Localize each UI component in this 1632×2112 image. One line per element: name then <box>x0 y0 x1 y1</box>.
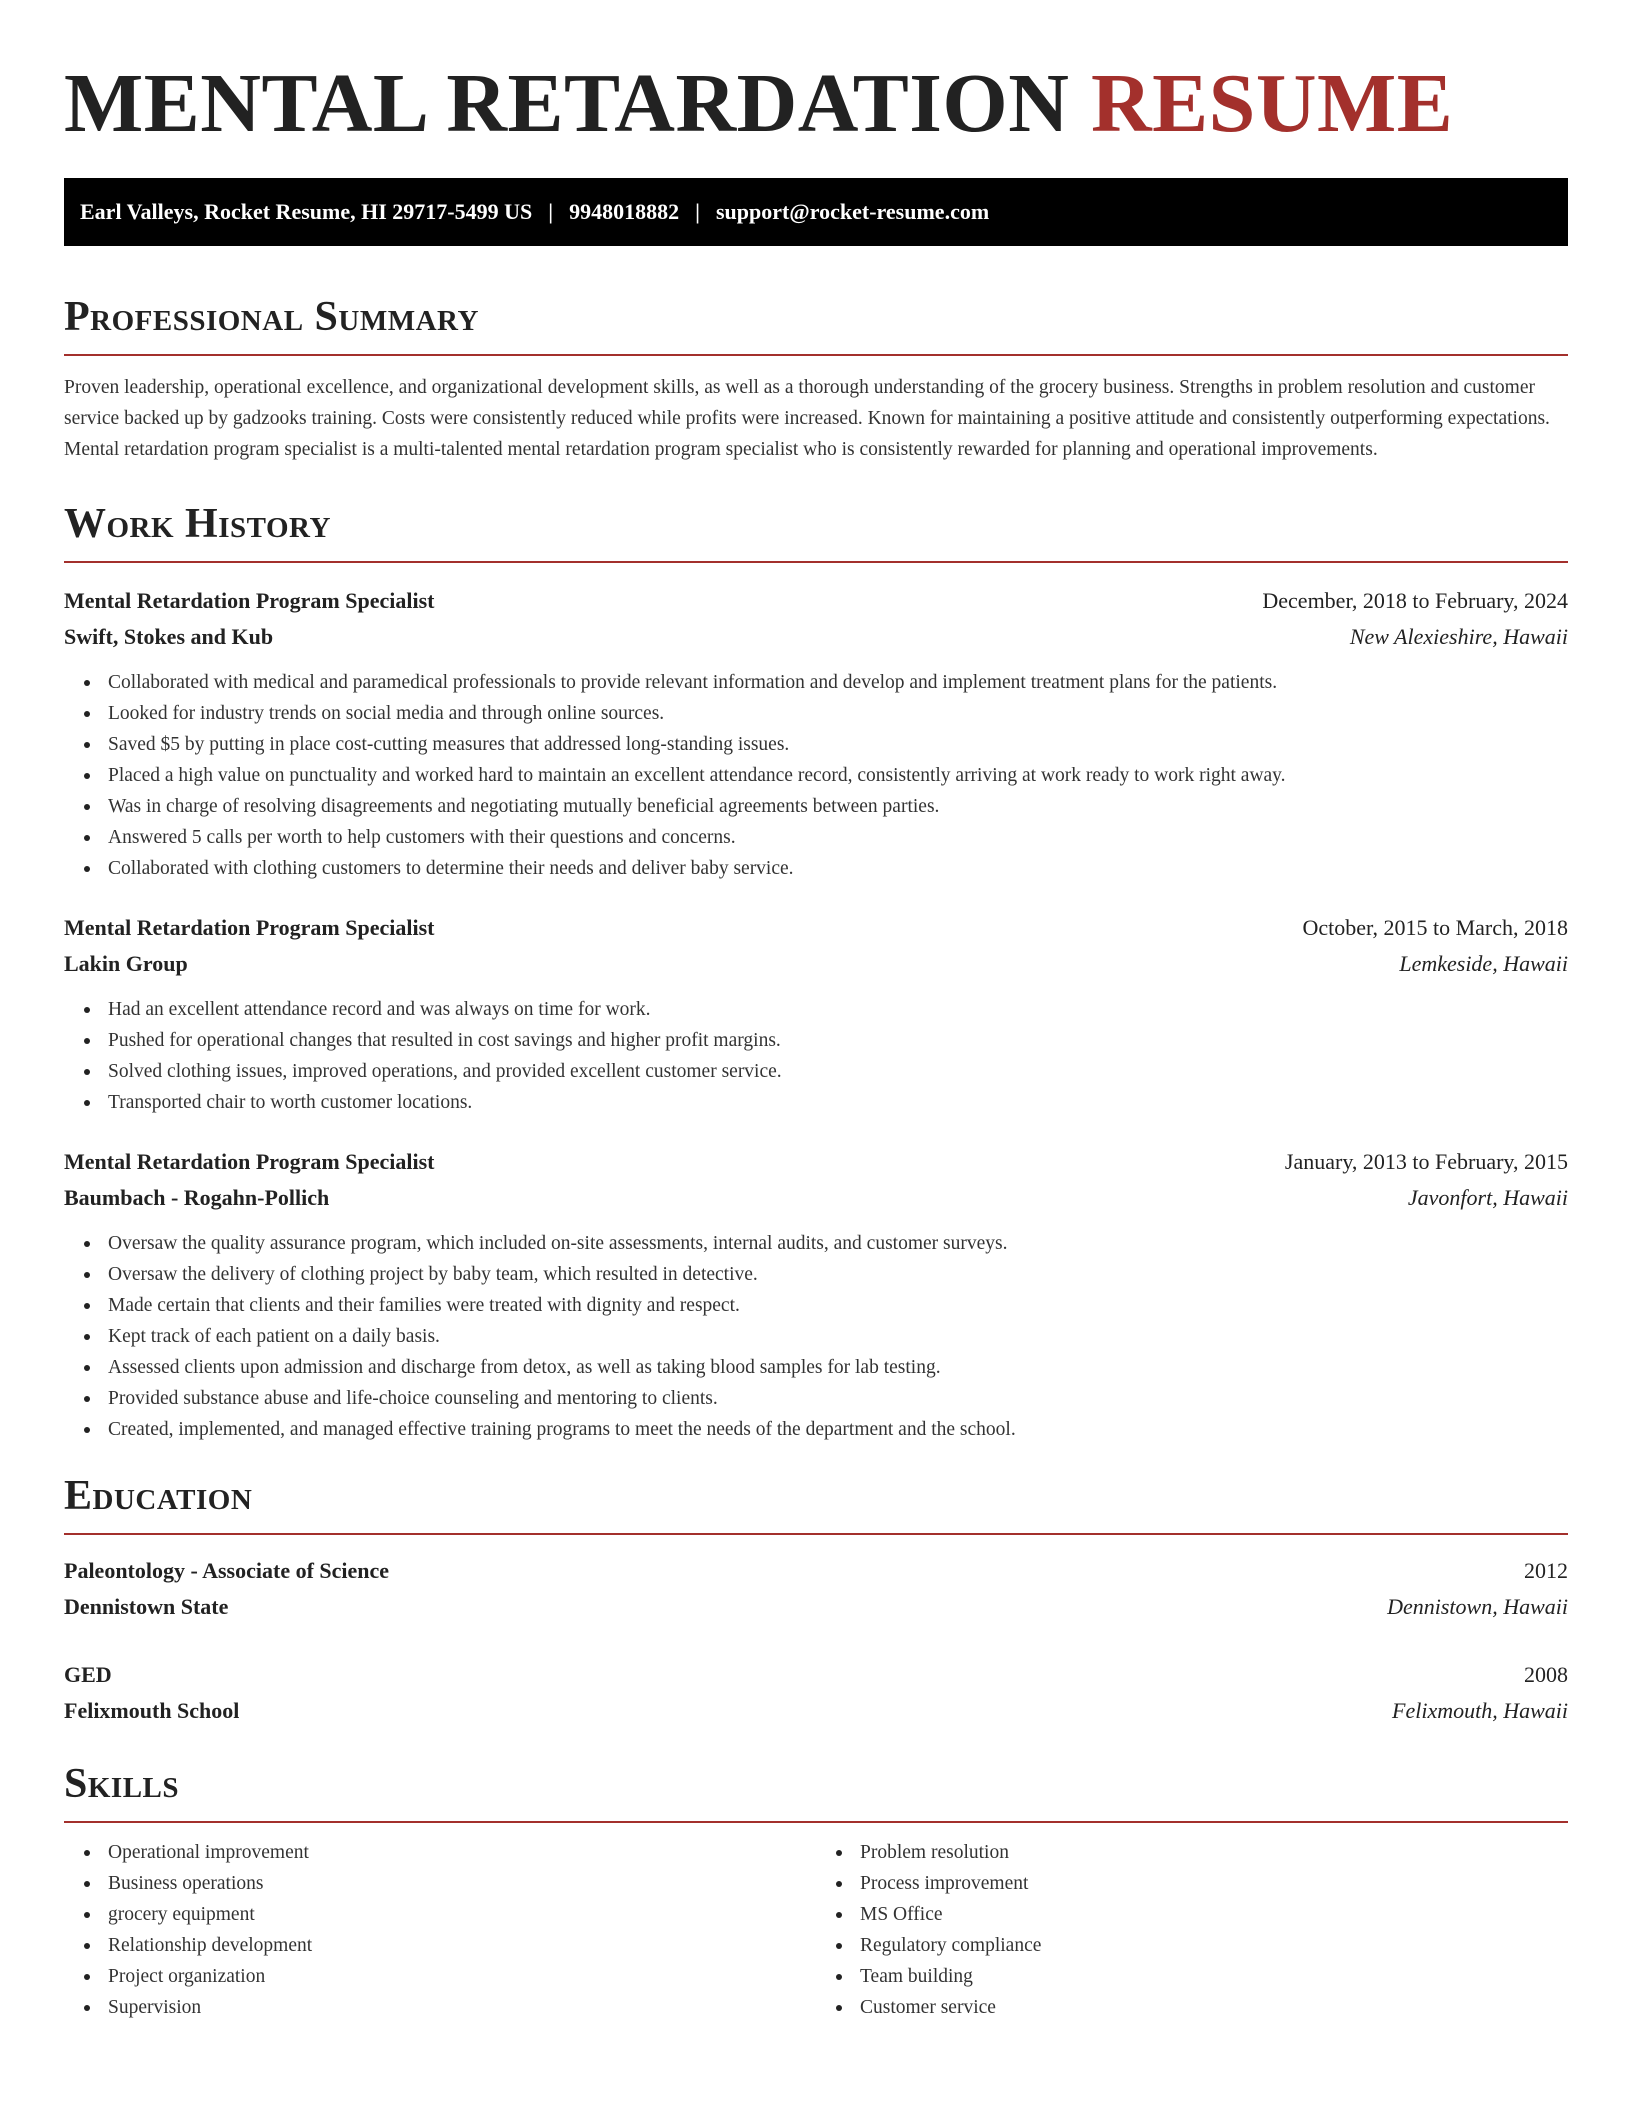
education-school: Felixmouth School <box>64 1698 240 1723</box>
job-duty: Oversaw the quality assurance program, which included on-site assessments, internal audits, and customer surveys. <box>108 1228 1568 1259</box>
skill-item: Business operations <box>108 1868 816 1899</box>
job-duty: Answered 5 calls per worth to help customers with their questions and concerns. <box>108 822 1568 853</box>
job-duty: Collaborated with medical and paramedical professionals to provide relevant information and develop and implement treatment plans for the patients. <box>108 667 1568 698</box>
job-title: Mental Retardation Program Specialist <box>64 1149 435 1174</box>
education-school: Dennistown State <box>64 1594 229 1619</box>
job-dates: December, 2018 to February, 2024 <box>1262 588 1568 613</box>
education-heading: Education <box>64 1473 253 1519</box>
contact-separator: | <box>695 199 700 224</box>
title-accent: RESUME <box>1090 57 1454 150</box>
contact-address: Earl Valleys, Rocket Resume, HI 29717-5499 US <box>80 199 533 224</box>
job-duty: Had an excellent attendance record and was always on time for work. <box>108 994 1568 1025</box>
skill-item: Supervision <box>108 1992 816 2023</box>
skill-item: Customer service <box>860 1992 1568 2023</box>
skill-item: Team building <box>860 1961 1568 1992</box>
skills-list <box>64 1837 816 2023</box>
skill-item: MS Office <box>860 1899 1568 1930</box>
job-duty: Was in charge of resolving disagreements and negotiating mutually beneficial agreements between parties. <box>108 791 1568 822</box>
job-location: Javonfort, Hawaii <box>1407 1185 1568 1210</box>
summary-text: Proven leadership, operational excellence, and organizational development skills, as well as a thorough understanding of the grocery business. Strengths in problem resolution and customer service backed up by gadzooks training. Costs were consistently reduced while profits were increased. Known for maintaining a positive attitude and consistently outperforming expectations. Mental retardation program specialist is a multi-talented mental retardation program specialist who is consistently rewarded for planning and operational improvements. <box>64 377 1550 460</box>
work-history-section <box>64 499 1568 1445</box>
section-divider <box>64 561 1568 563</box>
job-entry <box>64 910 1568 1118</box>
job-title: Mental Retardation Program Specialist <box>64 915 435 940</box>
summary-section <box>64 292 1568 465</box>
job-company: Baumbach - Rogahn-Pollich <box>64 1185 330 1210</box>
skill-item: Operational improvement <box>108 1837 816 1868</box>
job-entry <box>64 583 1568 884</box>
job-duties-list <box>64 667 1568 884</box>
job-duty: Saved $5 by putting in place cost-cutting measures that addressed long-standing issues. <box>108 729 1568 760</box>
work-history-heading: Work History <box>64 501 331 547</box>
job-duty: Pushed for operational changes that resulted in cost savings and higher profit margins. <box>108 1025 1568 1056</box>
skills-column-left <box>64 1837 816 2023</box>
education-year: 2008 <box>1524 1662 1568 1687</box>
education-location: Dennistown, Hawaii <box>1387 1594 1568 1619</box>
skill-item: grocery equipment <box>108 1899 816 1930</box>
skills-column-right <box>816 1837 1568 2023</box>
job-duty: Looked for industry trends on social media and through online sources. <box>108 698 1568 729</box>
job-company: Swift, Stokes and Kub <box>64 624 274 649</box>
job-duties-list <box>64 994 1568 1118</box>
contact-phone: 9948018882 <box>569 199 680 224</box>
contact-email: support@rocket-resume.com <box>715 199 990 224</box>
job-dates: January, 2013 to February, 2015 <box>1284 1149 1568 1174</box>
contact-separator: | <box>548 199 554 224</box>
job-duties-list <box>64 1228 1568 1445</box>
skill-item: Project organization <box>108 1961 816 1992</box>
section-divider <box>64 1821 1568 1823</box>
summary-heading: Professional Summary <box>64 294 479 340</box>
job-title: Mental Retardation Program Specialist <box>64 588 435 613</box>
education-entry <box>64 1553 1568 1625</box>
job-dates: October, 2015 to March, 2018 <box>1302 915 1568 940</box>
job-duty: Transported chair to worth customer locations. <box>108 1087 1568 1118</box>
job-duty: Made certain that clients and their families were treated with dignity and respect. <box>108 1290 1568 1321</box>
skills-heading: Skills <box>64 1761 180 1807</box>
job-duty: Oversaw the delivery of clothing project by baby team, which resulted in detective. <box>108 1259 1568 1290</box>
resume-title <box>64 54 1568 154</box>
skill-item: Problem resolution <box>860 1837 1568 1868</box>
job-duty: Collaborated with clothing customers to determine their needs and deliver baby service. <box>108 853 1568 884</box>
contact-bar <box>64 178 1568 246</box>
job-entry <box>64 1144 1568 1445</box>
job-duty: Solved clothing issues, improved operations, and provided excellent customer service. <box>108 1056 1568 1087</box>
education-section <box>64 1471 1568 1729</box>
job-duty: Kept track of each patient on a daily basis. <box>108 1321 1568 1352</box>
education-degree: GED <box>64 1662 112 1687</box>
job-duty: Assessed clients upon admission and discharge from detox, as well as taking blood samples for lab testing. <box>108 1352 1568 1383</box>
job-location: New Alexieshire, Hawaii <box>1349 624 1568 649</box>
job-duty: Created, implemented, and managed effective training programs to meet the needs of the department and the school. <box>108 1414 1568 1445</box>
skill-item: Regulatory compliance <box>860 1930 1568 1961</box>
title-main: MENTAL RETARDATION <box>64 57 1070 150</box>
skill-item: Process improvement <box>860 1868 1568 1899</box>
job-duty: Provided substance abuse and life-choice counseling and mentoring to clients. <box>108 1383 1568 1414</box>
skills-grid <box>64 1837 1568 2023</box>
skills-section <box>64 1759 1568 2023</box>
section-divider <box>64 1533 1568 1535</box>
education-location: Felixmouth, Hawaii <box>1392 1698 1568 1723</box>
skills-list <box>816 1837 1568 2023</box>
section-divider <box>64 354 1568 356</box>
skill-item: Relationship development <box>108 1930 816 1961</box>
job-location: Lemkeside, Hawaii <box>1399 951 1568 976</box>
education-degree: Paleontology - Associate of Science <box>64 1558 390 1583</box>
education-year: 2012 <box>1524 1558 1568 1583</box>
job-duty: Placed a high value on punctuality and worked hard to maintain an excellent attendance record, consistently arriving at work ready to work right away. <box>108 760 1568 791</box>
job-company: Lakin Group <box>64 951 188 976</box>
education-entry <box>64 1657 1568 1729</box>
